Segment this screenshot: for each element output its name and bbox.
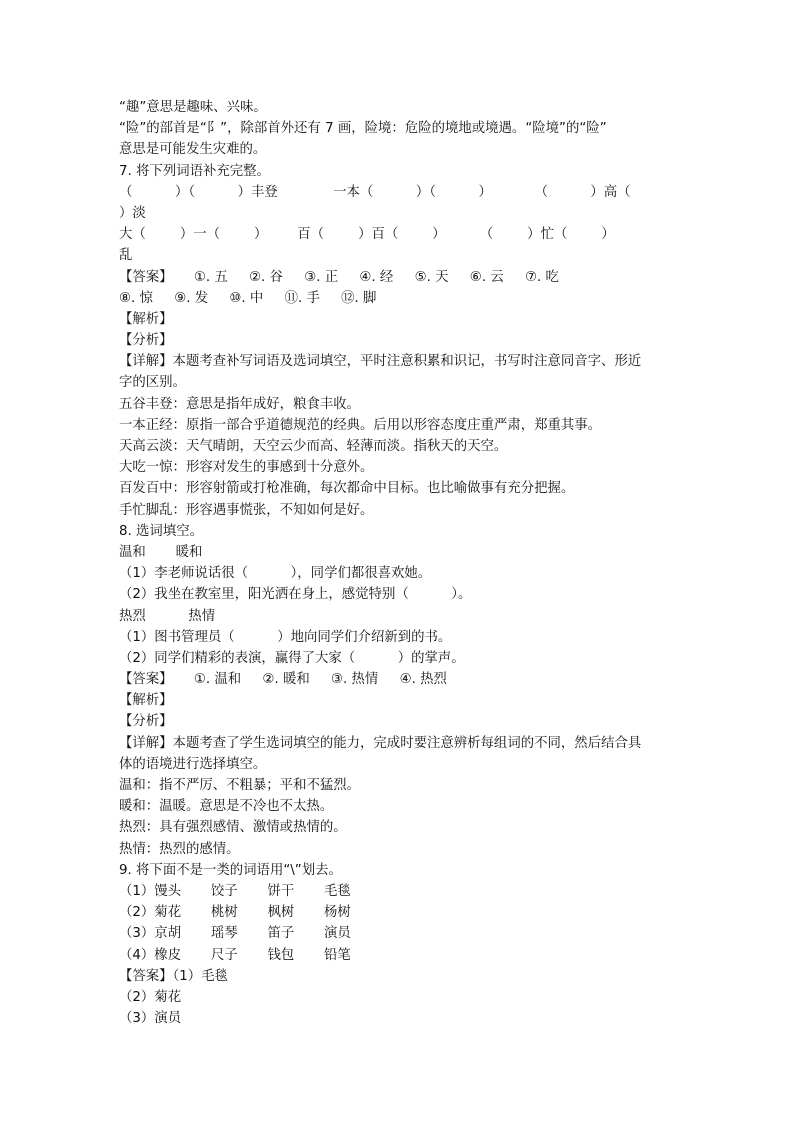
section-label: 【解析】 bbox=[119, 693, 173, 709]
section-label: 【解析】 bbox=[119, 311, 173, 327]
text-line: （1）馒头 饺子 饼干 毛毯 bbox=[119, 883, 351, 899]
text-line: 热烈：具有强烈感情、激情或热情的。 bbox=[119, 820, 347, 836]
answer-line: 【答案】 ①. 温和 ②. 暖和 ③. 热情 ④. 热烈 bbox=[119, 672, 447, 688]
text-line: 温和 暖和 bbox=[119, 544, 203, 560]
text-line: 大（ ）一（ ） 百（ ）百（ ） （ ）忙（ ） bbox=[119, 227, 615, 243]
text-line: 字的区别。 bbox=[119, 375, 186, 391]
text-line: 暖和：温暖。意思是不冷也不太热。 bbox=[119, 799, 334, 815]
text-line: 乱 bbox=[119, 248, 133, 264]
text-line: 【详解】本题考查补写词语及选词填空，平时注意积累和识记，书写时注意同音字、形近 bbox=[119, 354, 642, 370]
question-heading: 7. 将下列词语补充完整。 bbox=[119, 163, 270, 179]
question-heading: 9. 将下面不是一类的词语用“\”划去。 bbox=[119, 862, 342, 878]
section-label: 【分析】 bbox=[119, 333, 173, 349]
text-line: “险”的部首是“阝”，除部首外还有 7 画，险境：危险的境地或境遇。“险境”的“险” bbox=[119, 121, 607, 137]
text-line: （2）我坐在教室里，阳光洒在身上，感觉特别（ ）。 bbox=[119, 587, 472, 603]
question-heading: 8. 选词填空。 bbox=[119, 523, 203, 539]
text-line: 天高云淡：天气晴朗，天空云少而高、轻薄而淡。指秋天的天空。 bbox=[119, 439, 508, 454]
text-line: 五谷丰登：意思是指年成好，粮食丰收。 bbox=[119, 396, 361, 412]
text-line: （1）图书管理员（ ）地向同学们介绍新到的书。 bbox=[119, 629, 452, 645]
document-page bbox=[119, 97, 679, 1029]
text-line: 体的语境进行选择填空。 bbox=[119, 756, 267, 772]
text-line: 手忙脚乱：形容遇事慌张，不知如何是好。 bbox=[119, 502, 374, 518]
text-line: （4）橡皮 尺子 钱包 铅笔 bbox=[119, 947, 351, 963]
answer-line: 【答案】（1）毛毯 bbox=[119, 968, 228, 984]
text-line: 热烈 热情 bbox=[119, 608, 216, 624]
answer-line: （3）演员 bbox=[119, 1011, 182, 1027]
text-line: 一本正经：原指一部合乎道德规范的经典。后用以形容态度庄重严肃，郑重其事。 bbox=[119, 417, 602, 433]
text-line: （2）菊花 桃树 枫树 杨树 bbox=[119, 905, 351, 921]
section-label: 【分析】 bbox=[119, 714, 173, 730]
answer-line: （2）菊花 bbox=[119, 989, 182, 1005]
text-line: （3）京胡 瑶琴 笛子 演员 bbox=[119, 926, 351, 942]
text-line: 热情：热烈的感情。 bbox=[119, 841, 240, 857]
text-line: （ ）（ ）丰登 一本（ ）（ ） （ ）高（ bbox=[119, 184, 631, 200]
text-line: 意思是可能发生灾难的。 bbox=[119, 142, 267, 158]
answer-line: ⑧. 惊 ⑨. 发 ⑩. 中 ⑪. 手 ⑫. 脚 bbox=[119, 290, 377, 306]
text-line: ）淡 bbox=[119, 205, 146, 221]
answer-line: 【答案】 ①. 五 ②. 谷 ③. 正 ④. 经 ⑤. 天 ⑥. 云 ⑦. 吃 bbox=[119, 269, 559, 285]
text-line: （1）李老师说话很（ ），同学们都很喜欢她。 bbox=[119, 566, 432, 582]
text-line: 大吃一惊：形容对发生的事感到十分意外。 bbox=[119, 460, 374, 476]
text-line: “趣”意思是趣味、兴味。 bbox=[119, 100, 267, 115]
text-line: 【详解】本题考查了学生选词填空的能力，完成时要注意辨析每组词的不同，然后结合具 bbox=[119, 735, 642, 751]
text-line: （2）同学们精彩的表演，赢得了大家（ ）的掌声。 bbox=[119, 650, 465, 666]
text-line: 温和：指不严厉、不粗暴；平和不猛烈。 bbox=[119, 778, 361, 793]
text-line: 百发百中：形容射箭或打枪准确，每次都命中目标。也比喻做事有充分把握。 bbox=[119, 481, 575, 497]
